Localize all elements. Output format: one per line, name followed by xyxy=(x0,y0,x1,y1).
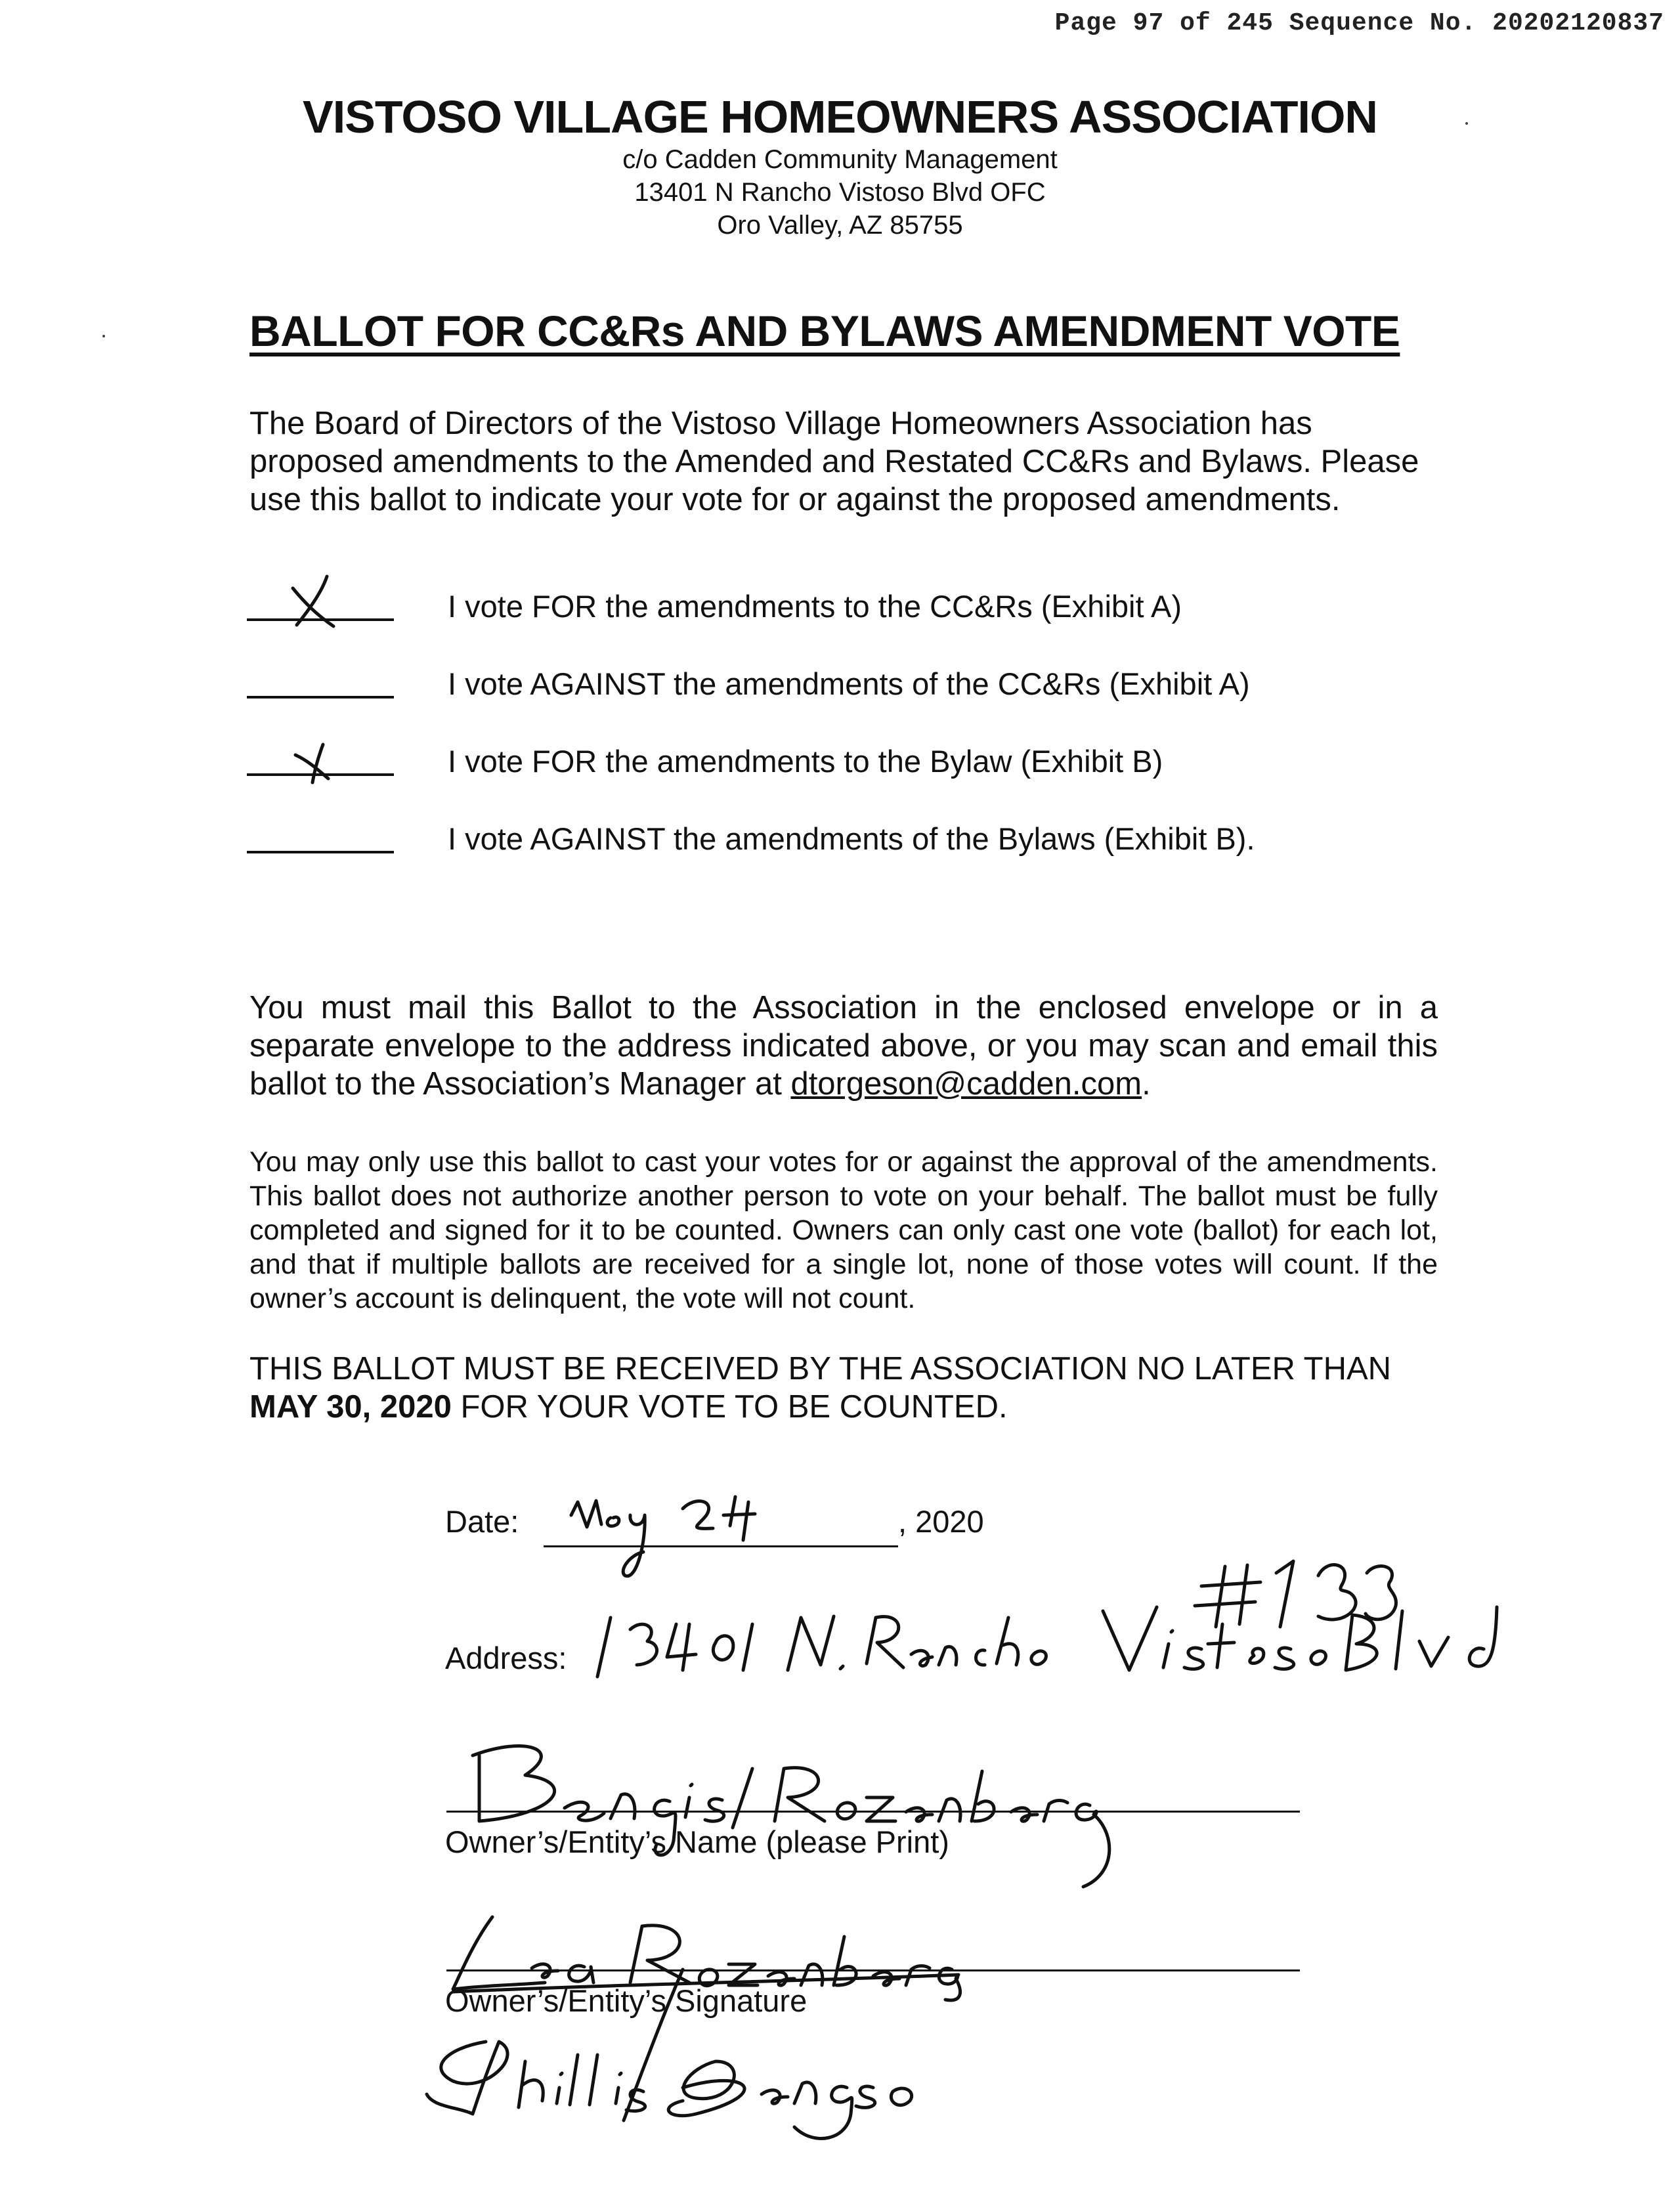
vote-option-label: I vote AGAINST the amendments of the Bylaws (Exhibit B). xyxy=(448,821,1255,856)
owner-name-label: Owner’s/Entity’s Name (please Print) xyxy=(445,1824,949,1859)
mail-instructions-text: You must mail this Ballot to the Association in the enclosed envelope or in a separate envelope to the address indicated above, or you may scan and email this ballot to the Association’s Manager at xyxy=(249,990,1438,1102)
date-label: Date: xyxy=(445,1504,519,1539)
street-line: 13401 N Rancho Vistoso Blvd OFC xyxy=(634,178,1046,207)
handwritten-x-mark xyxy=(273,729,358,788)
page-sequence-stamp: Page 97 of 245 Sequence No. 20202120837 xyxy=(1054,9,1664,37)
handwritten-x-mark xyxy=(273,574,358,633)
handwritten-date xyxy=(558,1489,834,1587)
handwritten-owner-name xyxy=(433,1729,1129,1900)
vote-blank[interactable] xyxy=(247,696,394,699)
association-name: VISTOSO VILLAGE HOMEOWNERS ASSOCIATION xyxy=(303,91,1377,142)
vote-option-against-bylaws[interactable] xyxy=(247,810,1560,869)
care-of-line: c/o Cadden Community Management xyxy=(622,145,1058,174)
owner-name-line[interactable] xyxy=(446,1811,1300,1813)
handwritten-signature-2 xyxy=(407,1963,972,2173)
signature-label: Owner’s/Entity’s Signature xyxy=(445,1983,808,2018)
deadline-line-2 xyxy=(249,1388,1438,1426)
vote-option-for-bylaws[interactable] xyxy=(247,733,1560,792)
address-label: Address: xyxy=(445,1641,567,1675)
vote-blank[interactable] xyxy=(247,773,394,776)
association-address xyxy=(0,143,1680,242)
city-line: Oro Valley, AZ 85755 xyxy=(717,211,963,240)
intro-paragraph: The Board of Directors of the Vistoso Village Homeowners Association has proposed amendments to the Amended and Restated CC&Rs and Bylaws. Please use this ballot to indicate your vote for or against the proposed amendments. xyxy=(249,406,1419,517)
vote-blank[interactable] xyxy=(247,618,394,621)
deadline-notice xyxy=(249,1350,1438,1426)
deadline-date: MAY 30, 2020 xyxy=(249,1389,452,1425)
scan-speck xyxy=(102,335,105,337)
vote-option-for-ccrs[interactable] xyxy=(247,578,1560,637)
ballot-rules: You may only use this ballot to cast your votes for or against the approval of the amendments. This ballot does not authorize another person to vote on your behalf. The ballot must be fully completed and signed for it to be counted. Owners can only cast one vote (ballot) for each lot, and that if multiple ballots are received for a single lot, none of those votes will count. If the owner’s account is delinquent, the vote will not count. xyxy=(249,1146,1438,1314)
vote-option-label: I vote FOR the amendments to the Bylaw (Exhibit B) xyxy=(448,744,1163,779)
handwritten-address xyxy=(591,1591,1523,1696)
year-suffix: , 2020 xyxy=(898,1504,984,1539)
ballot-title: BALLOT FOR CC&Rs AND BYLAWS AMENDMENT VOTE xyxy=(249,307,1400,355)
deadline-rest: FOR YOUR VOTE TO BE COUNTED. xyxy=(451,1389,1008,1425)
vote-option-label: I vote FOR the amendments to the CC&Rs (Exhibit A) xyxy=(448,589,1182,624)
deadline-line-1: THIS BALLOT MUST BE RECEIVED BY THE ASSOCIATION NO LATER THAN xyxy=(249,1351,1392,1387)
vote-option-against-ccrs[interactable] xyxy=(247,655,1560,714)
vote-blank[interactable] xyxy=(247,851,394,853)
mail-instructions xyxy=(249,989,1438,1103)
manager-email-link[interactable]: dtorgeson@cadden.com xyxy=(790,1066,1142,1102)
vote-option-label: I vote AGAINST the amendments of the CC&Rs (Exhibit A) xyxy=(448,666,1250,701)
mail-instructions-end: . xyxy=(1142,1066,1151,1102)
